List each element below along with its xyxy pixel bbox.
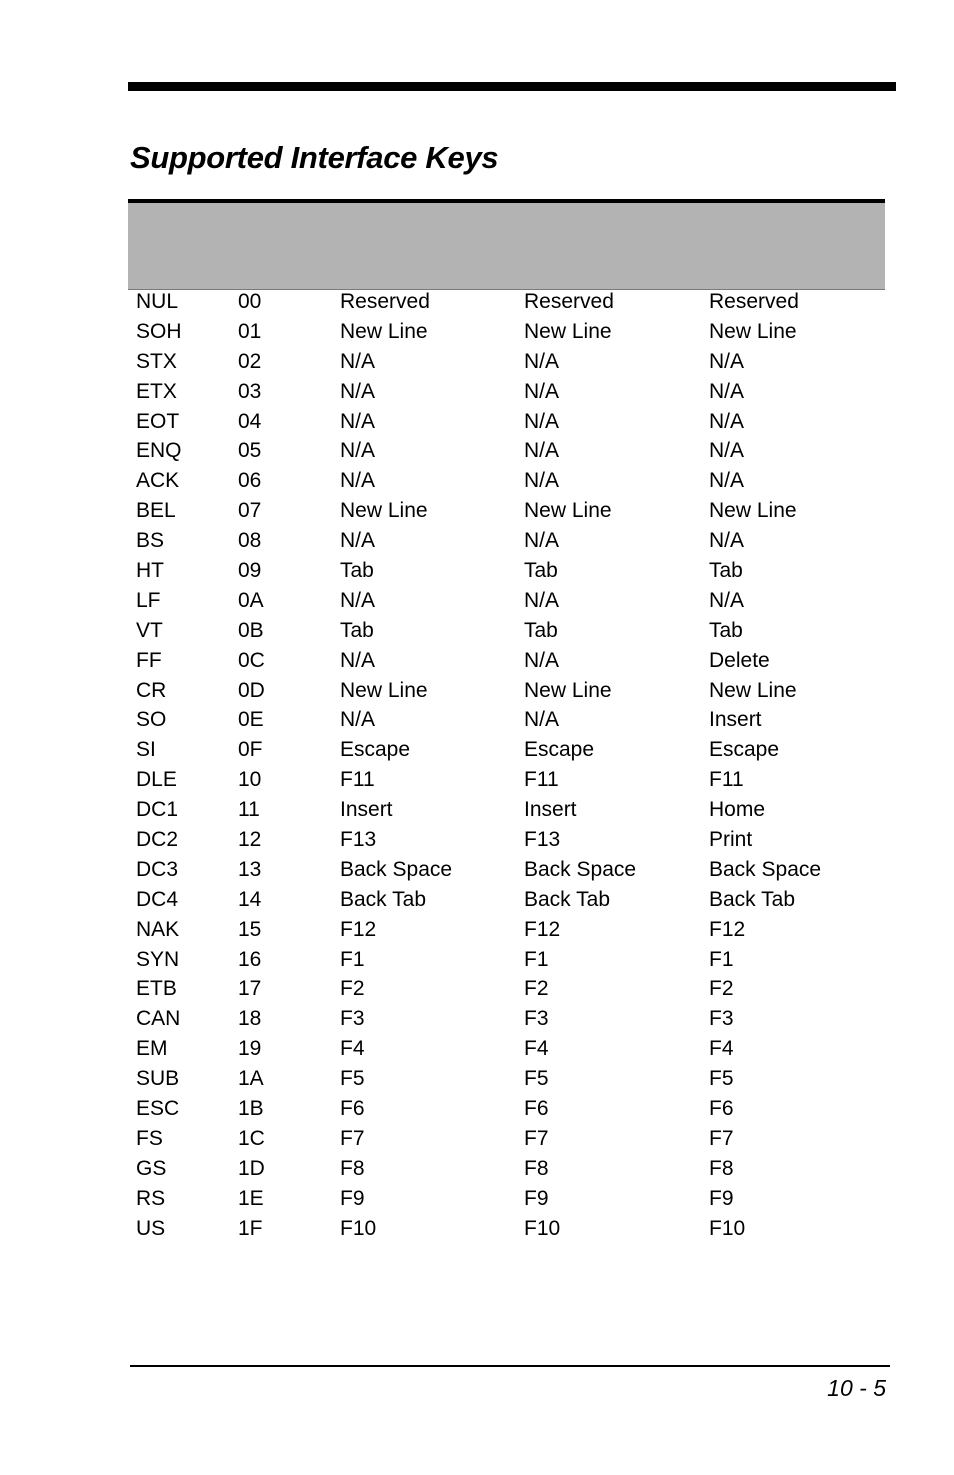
- table-row: [128, 1094, 885, 1124]
- table-cell: F3: [709, 1007, 734, 1031]
- table-cell: New Line: [709, 678, 797, 702]
- table-cell: RS: [136, 1186, 166, 1210]
- table-cell: STX: [136, 349, 177, 373]
- table-cell: F8: [709, 1156, 734, 1180]
- table-cell: Tab: [524, 618, 558, 642]
- table-cell: New Line: [524, 319, 612, 343]
- table-cell: 1A: [238, 1067, 264, 1091]
- table-cell: F5: [524, 1067, 549, 1091]
- table-cell: 0F: [238, 738, 263, 762]
- table-cell: Delete: [709, 648, 770, 672]
- table-cell: SOH: [136, 319, 182, 343]
- table-cell: DC2: [136, 828, 179, 852]
- table-cell: N/A: [524, 529, 560, 553]
- table-cell: VT: [136, 618, 163, 642]
- table-cell: N/A: [340, 648, 376, 672]
- table-cell: F1: [709, 947, 734, 971]
- table-row: [128, 586, 885, 616]
- table-row: [128, 1004, 885, 1034]
- top-rule: [128, 82, 896, 91]
- table-cell: Back Tab: [524, 887, 610, 911]
- table-cell: N/A: [524, 439, 560, 463]
- table-row: [128, 676, 885, 706]
- table-cell: Tab: [709, 618, 743, 642]
- table-cell: 00: [238, 290, 262, 313]
- table-row: [128, 1214, 885, 1244]
- table-cell: 1D: [238, 1156, 265, 1180]
- table-cell: 15: [238, 917, 262, 941]
- table-cell: N/A: [524, 588, 560, 612]
- table-row: [128, 616, 885, 646]
- table-cell: F2: [709, 977, 734, 1001]
- table-cell: F2: [524, 977, 549, 1001]
- table-cell: Tab: [709, 559, 743, 583]
- table-cell: New Line: [524, 499, 612, 523]
- table-cell: 09: [238, 559, 262, 583]
- table-cell: New Line: [340, 678, 428, 702]
- table-cell: 1C: [238, 1126, 265, 1150]
- table-row: [128, 556, 885, 586]
- table-row: [128, 705, 885, 735]
- table-cell: F1: [524, 947, 549, 971]
- table-row: [128, 945, 885, 975]
- table-row: [128, 646, 885, 676]
- table-cell: N/A: [340, 439, 376, 463]
- table-cell: BS: [136, 529, 165, 553]
- table-row: [128, 496, 885, 526]
- table-cell: 08: [238, 529, 262, 553]
- table-cell: F9: [340, 1186, 365, 1210]
- table-cell: Reserved: [524, 290, 614, 313]
- table-cell: F7: [524, 1126, 549, 1150]
- table-cell: N/A: [709, 588, 745, 612]
- table-cell: F6: [524, 1097, 549, 1121]
- table-cell: Back Space: [340, 857, 453, 881]
- footer-rule: [130, 1365, 890, 1367]
- table-cell: ETB: [136, 977, 177, 1001]
- table-cell: ESC: [136, 1097, 180, 1121]
- table-cell: SO: [136, 708, 167, 732]
- page-number: 10 - 5: [827, 1375, 886, 1401]
- table-cell: N/A: [340, 349, 376, 373]
- table-cell: 16: [238, 947, 262, 971]
- table-cell: DC1: [136, 798, 179, 822]
- table-cell: N/A: [709, 529, 745, 553]
- table-cell: 1F: [238, 1216, 263, 1240]
- table-row: [128, 1064, 885, 1094]
- table-cell: N/A: [340, 588, 376, 612]
- table-cell: HT: [136, 559, 164, 583]
- table-cell: 06: [238, 469, 262, 493]
- table-cell: F3: [340, 1007, 365, 1031]
- table-row: [128, 765, 885, 795]
- page-title: Supported Interface Keys: [130, 140, 499, 175]
- table-cell: F3: [524, 1007, 549, 1031]
- table-row: [128, 1124, 885, 1154]
- table-cell: New Line: [340, 319, 428, 343]
- table-cell: Escape: [709, 738, 780, 762]
- table-cell: N/A: [340, 409, 376, 433]
- table-cell: US: [136, 1216, 166, 1240]
- table-cell: 0D: [238, 678, 265, 702]
- table-row: [128, 407, 885, 437]
- table-cell: Back Space: [709, 857, 822, 881]
- table-cell: New Line: [340, 499, 428, 523]
- table-cell: F5: [709, 1067, 734, 1091]
- table-cell: 18: [238, 1007, 262, 1031]
- table-cell: Tab: [340, 559, 374, 583]
- table-cell: F8: [524, 1156, 549, 1180]
- table-cell: F8: [340, 1156, 365, 1180]
- table-cell: N/A: [340, 379, 376, 403]
- table-row: [128, 466, 885, 496]
- table-cell: F4: [340, 1037, 365, 1061]
- table-cell: ENQ: [136, 439, 182, 463]
- table-cell: N/A: [709, 379, 745, 403]
- table-cell: NAK: [136, 917, 180, 941]
- table-cell: NUL: [136, 290, 179, 313]
- table-cell: New Line: [709, 499, 797, 523]
- table-cell: SI: [136, 738, 156, 762]
- table-cell: 01: [238, 319, 262, 343]
- table-cell: F11: [709, 768, 744, 792]
- table-cell: N/A: [524, 379, 560, 403]
- table-cell: F6: [709, 1097, 734, 1121]
- table-cell: Insert: [524, 798, 577, 822]
- table-cell: F10: [524, 1216, 561, 1240]
- table-cell: 17: [238, 977, 262, 1001]
- table-cell: New Line: [709, 319, 797, 343]
- table-cell: 11: [238, 798, 260, 822]
- table-cell: N/A: [524, 648, 560, 672]
- table-cell: 04: [238, 409, 262, 433]
- table-row: [128, 1154, 885, 1184]
- table-cell: N/A: [709, 469, 745, 493]
- table-row: [128, 377, 885, 407]
- table-cell: N/A: [524, 708, 560, 732]
- table-row: [128, 825, 885, 855]
- table-row: [128, 1034, 885, 1064]
- table-cell: 1E: [238, 1186, 264, 1210]
- table-row: [128, 795, 885, 825]
- table-cell: GS: [136, 1156, 167, 1180]
- table-cell: EM: [136, 1037, 168, 1061]
- table-cell: F6: [340, 1097, 365, 1121]
- table-cell: N/A: [709, 349, 745, 373]
- table-cell: Escape: [340, 738, 411, 762]
- table-cell: Back Space: [524, 857, 637, 881]
- table-cell: ETX: [136, 379, 177, 403]
- table-cell: 0E: [238, 708, 264, 732]
- table-cell: Reserved: [340, 290, 430, 313]
- key-table: [128, 287, 885, 1244]
- table-cell: F9: [709, 1186, 734, 1210]
- table-cell: 12: [238, 828, 262, 852]
- table-row: [128, 855, 885, 885]
- table-cell: F13: [524, 828, 561, 852]
- table-cell: F2: [340, 977, 365, 1001]
- table-cell: N/A: [524, 349, 560, 373]
- table-cell: N/A: [340, 469, 376, 493]
- table-cell: N/A: [340, 529, 376, 553]
- table-cell: F12: [524, 917, 561, 941]
- table-cell: 14: [238, 887, 262, 911]
- table-cell: F12: [340, 917, 377, 941]
- table-row: [128, 436, 885, 466]
- table-cell: N/A: [524, 409, 560, 433]
- table-cell: N/A: [524, 469, 560, 493]
- table-cell: Escape: [524, 738, 595, 762]
- table-cell: 0A: [238, 588, 264, 612]
- table-cell: Back Tab: [340, 887, 426, 911]
- table-cell: 19: [238, 1037, 262, 1061]
- table-cell: ACK: [136, 469, 180, 493]
- table-cell: Tab: [524, 559, 558, 583]
- table-row: [128, 526, 885, 556]
- table-cell: FS: [136, 1126, 163, 1150]
- table-cell: New Line: [524, 678, 612, 702]
- table-cell: FF: [136, 648, 162, 672]
- table-cell: Tab: [340, 618, 374, 642]
- table-cell: CR: [136, 678, 167, 702]
- table-cell: BEL: [136, 499, 176, 523]
- table-cell: F5: [340, 1067, 365, 1091]
- table-cell: DLE: [136, 768, 177, 792]
- table-cell: DC3: [136, 857, 179, 881]
- table-cell: F11: [340, 768, 375, 792]
- table-cell: F10: [709, 1216, 746, 1240]
- table-header-band: [128, 203, 885, 290]
- table-cell: CAN: [136, 1007, 181, 1031]
- table-cell: F7: [709, 1126, 734, 1150]
- table-cell: F11: [524, 768, 559, 792]
- table-row: [128, 735, 885, 765]
- table-cell: F13: [340, 828, 377, 852]
- table-row: [128, 885, 885, 915]
- table-row: [128, 1184, 885, 1214]
- table-cell: Print: [709, 828, 753, 852]
- table-cell: 07: [238, 499, 262, 523]
- table-cell: 1B: [238, 1097, 264, 1121]
- table-cell: F1: [340, 947, 365, 971]
- table-cell: EOT: [136, 409, 180, 433]
- table-row: [128, 287, 885, 317]
- table-cell: 02: [238, 349, 262, 373]
- table-cell: 0B: [238, 618, 264, 642]
- table-cell: F4: [709, 1037, 734, 1061]
- table-cell: N/A: [709, 409, 745, 433]
- table-cell: Insert: [340, 798, 393, 822]
- table-row: [128, 347, 885, 377]
- table-cell: N/A: [340, 708, 376, 732]
- table-cell: F7: [340, 1126, 365, 1150]
- table-cell: SUB: [136, 1067, 180, 1091]
- table-cell: DC4: [136, 887, 179, 911]
- table-cell: F10: [340, 1216, 377, 1240]
- table-cell: Reserved: [709, 290, 799, 313]
- table-cell: 05: [238, 439, 262, 463]
- table-cell: F4: [524, 1037, 549, 1061]
- table-cell: N/A: [709, 439, 745, 463]
- table-row: [128, 915, 885, 945]
- table-row: [128, 974, 885, 1004]
- table-cell: 13: [238, 857, 262, 881]
- table-cell: 03: [238, 379, 262, 403]
- table-cell: 10: [238, 768, 262, 792]
- table-cell: F12: [709, 917, 746, 941]
- table-cell: SYN: [136, 947, 180, 971]
- table-cell: Insert: [709, 708, 762, 732]
- table-cell: Back Tab: [709, 887, 795, 911]
- table-row: [128, 317, 885, 347]
- table-cell: 0C: [238, 648, 265, 672]
- table-cell: Home: [709, 798, 766, 822]
- table-cell: F9: [524, 1186, 549, 1210]
- table-cell: LF: [136, 588, 161, 612]
